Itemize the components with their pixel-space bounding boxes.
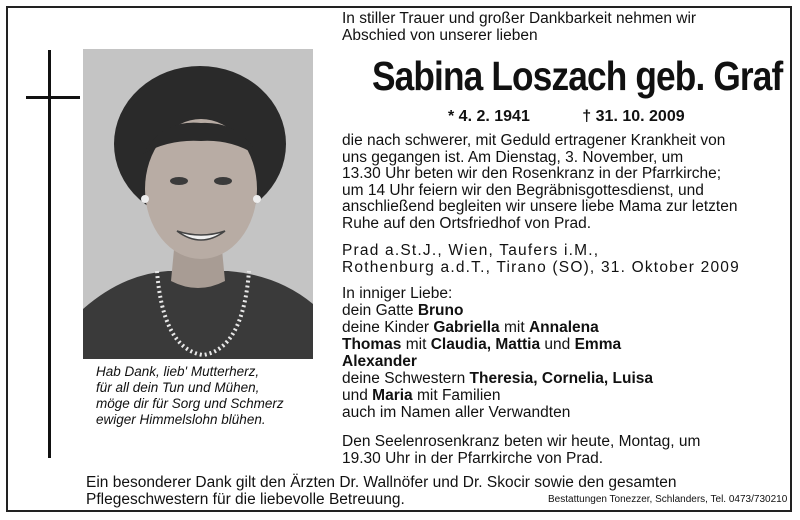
message-line: anschließend begleiten wir unsere liebe Mama zur letzten <box>342 198 738 215</box>
portrait-photo <box>83 49 313 359</box>
sister-name: Maria <box>372 387 413 404</box>
memorial-poem <box>96 364 316 428</box>
family-names: Claudia, Mattia <box>430 336 541 353</box>
message-line: uns gegangen ist. Am Dienstag, 3. November, um <box>342 148 684 166</box>
intro-line: In stiller Trauer und großer Dankbarkeit nehmen wir <box>342 10 697 27</box>
poem-line: für all dein Tun und Mühen, <box>96 380 260 395</box>
poem-line: Hab Dank, lieb' Mutterherz, <box>96 364 260 379</box>
relatives-line: auch im Namen aller Verwandten <box>342 404 571 421</box>
child-name: Thomas <box>342 336 402 353</box>
spouse-prefix: dein Gatte <box>342 302 418 319</box>
cross-horizontal <box>26 96 80 99</box>
intro-line: Abschied von unserer lieben <box>342 27 538 44</box>
connector: und <box>342 387 373 404</box>
life-dates <box>448 108 685 126</box>
poem-line: ewiger Himmelslohn blühen. <box>96 412 266 427</box>
message-line: Ruhe auf den Ortsfriedhof von Prad. <box>342 214 592 232</box>
spouse-name: Bruno <box>417 302 464 319</box>
sisters-names: Theresia, Cornelia, Luisa <box>469 370 654 387</box>
children-prefix: deine Kinder <box>342 319 434 336</box>
thanks-line: Pflegeschwestern für die liebevolle Betreuung. <box>86 491 405 508</box>
children-line <box>342 319 770 336</box>
message-line: die nach schwerer, mit Geduld ertragener Krankheit von <box>342 132 726 149</box>
sisters-line <box>342 387 770 404</box>
funeral-message <box>342 133 770 232</box>
families-suffix: mit Familien <box>412 387 501 404</box>
child-name: Gabriella <box>433 319 500 336</box>
rosary-notice <box>342 433 770 467</box>
poem-line: möge dir für Sorg und Schmerz <box>96 396 284 411</box>
message-line: 13.30 Uhr beten wir den Rosenkranz in der Pfarrkirche; <box>342 165 722 182</box>
family-list <box>342 285 770 421</box>
message-line: um 14 Uhr feiern wir den Begräbnisgottesdienst, und <box>342 181 704 199</box>
sisters-prefix: deine Schwestern <box>342 370 470 387</box>
spouse-line <box>342 302 770 319</box>
thanks-line: Ein besonderer Dank gilt den Ärzten Dr. Wallnöfer und Dr. Skocir sowie den gesamten <box>86 474 677 491</box>
grandchild-name: Emma <box>574 336 622 353</box>
place-line: Rothenburg a.d.T., Tirano (SO), 31. Oktober 2009 <box>342 259 740 276</box>
family-intro: In inniger Liebe: <box>342 285 453 302</box>
portrait-illustration <box>83 49 313 359</box>
closing-line: Den Seelenrosenkranz beten wir heute, Montag, um <box>342 433 701 450</box>
intro-text <box>342 10 770 44</box>
deceased-name: Sabina Loszach geb. Graf <box>371 53 783 99</box>
undertaker-credit: Bestattungen Tonezzer, Schlanders, Tel. 0473/730210 <box>548 494 788 505</box>
cross-vertical <box>48 50 51 458</box>
death-date: † 31. 10. 2009 <box>582 108 685 125</box>
connector: und <box>540 336 575 353</box>
grandchild-name: Annalena <box>528 319 599 336</box>
place-and-date <box>342 242 770 276</box>
connector: mit <box>401 336 431 353</box>
sisters-line <box>342 370 770 387</box>
grandchild-line <box>342 353 770 370</box>
connector: mit <box>499 319 529 336</box>
closing-line: 19.30 Uhr in der Pfarrkirche von Prad. <box>342 450 604 467</box>
children-line <box>342 336 770 353</box>
grandchild-name: Alexander <box>342 353 417 370</box>
birth-date: * 4. 2. 1941 <box>448 108 530 125</box>
place-line: Prad a.St.J., Wien, Taufers i.M., <box>342 242 600 259</box>
